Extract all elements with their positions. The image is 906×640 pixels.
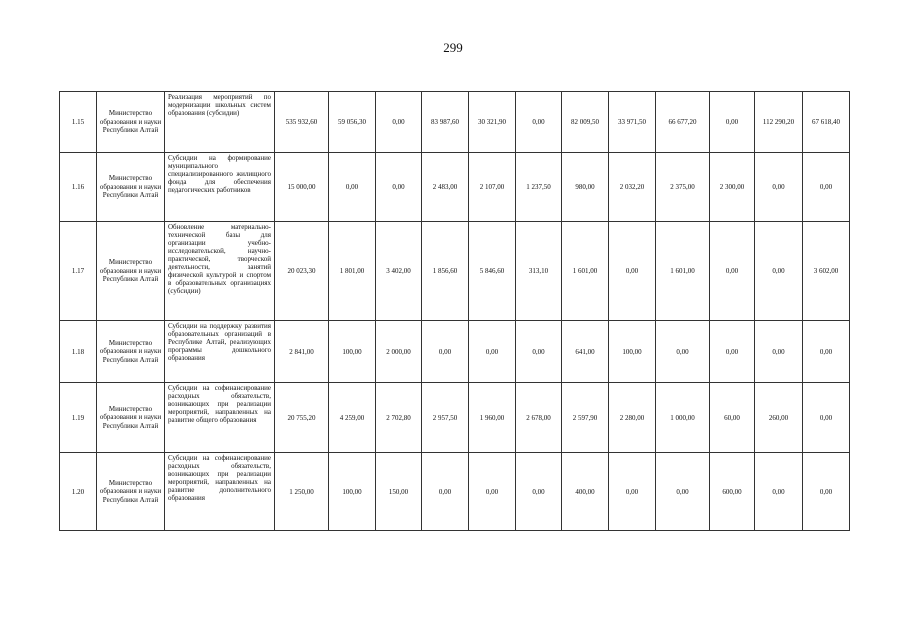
value-cell: 66 677,20 [656, 92, 710, 153]
value-cell: 0,00 [803, 383, 850, 453]
value-cell: 1 237,50 [516, 153, 562, 222]
value-cell: 0,00 [516, 321, 562, 383]
ministry-cell: Министерство образования и науки Республики Алтай [97, 222, 165, 321]
value-cell: 1 601,00 [562, 222, 609, 321]
value-cell: 2 280,00 [609, 383, 656, 453]
value-cell: 83 987,60 [422, 92, 469, 153]
ministry-cell: Министерство образования и науки Республики Алтай [97, 383, 165, 453]
value-cell: 0,00 [516, 453, 562, 531]
page-number: 299 [443, 40, 463, 55]
value-cell: 60,00 [710, 383, 755, 453]
value-cell: 1 856,60 [422, 222, 469, 321]
row-number: 1.19 [60, 383, 97, 453]
value-cell: 82 009,50 [562, 92, 609, 153]
value-cell: 30 321,90 [469, 92, 516, 153]
value-cell: 59 056,30 [329, 92, 376, 153]
value-cell: 2 375,00 [656, 153, 710, 222]
value-cell: 100,00 [329, 321, 376, 383]
table-row [60, 321, 850, 383]
value-cell: 2 597,90 [562, 383, 609, 453]
value-cell: 0,00 [609, 222, 656, 321]
value-cell: 112 290,20 [755, 92, 803, 153]
value-cell: 15 000,00 [275, 153, 329, 222]
ministry-cell: Министерство образования и науки Республики Алтай [97, 453, 165, 531]
description-cell: Субсидии на поддержку развития образовательных организаций в Республике Алтай, реализующих программы дошкольного образования [165, 321, 275, 383]
value-cell: 20 755,20 [275, 383, 329, 453]
row-number: 1.18 [60, 321, 97, 383]
value-cell: 0,00 [755, 222, 803, 321]
value-cell: 400,00 [562, 453, 609, 531]
value-cell: 1 000,00 [656, 383, 710, 453]
description-cell: Субсидии на софинансирование расходных обязательств, возникающих при реализации мероприятий, направленных на развитие общего образования [165, 383, 275, 453]
value-cell: 1 960,00 [469, 383, 516, 453]
value-cell: 1 250,00 [275, 453, 329, 531]
value-cell: 2 032,20 [609, 153, 656, 222]
value-cell: 0,00 [755, 321, 803, 383]
value-cell: 2 841,00 [275, 321, 329, 383]
value-cell: 0,00 [755, 453, 803, 531]
value-cell: 5 846,60 [469, 222, 516, 321]
value-cell: 0,00 [710, 321, 755, 383]
table-row [60, 92, 850, 153]
table-row [60, 383, 850, 453]
table-row [60, 453, 850, 531]
value-cell: 0,00 [469, 321, 516, 383]
row-number: 1.15 [60, 92, 97, 153]
value-cell: 0,00 [710, 222, 755, 321]
budget-table [59, 91, 850, 531]
value-cell: 0,00 [755, 153, 803, 222]
value-cell: 0,00 [803, 321, 850, 383]
value-cell: 0,00 [422, 321, 469, 383]
row-number: 1.20 [60, 453, 97, 531]
value-cell: 0,00 [656, 453, 710, 531]
ministry-cell: Министерство образования и науки Республики Алтай [97, 92, 165, 153]
value-cell: 100,00 [329, 453, 376, 531]
value-cell: 0,00 [376, 153, 422, 222]
table-row [60, 153, 850, 222]
value-cell: 0,00 [710, 92, 755, 153]
ministry-cell: Министерство образования и науки Республики Алтай [97, 321, 165, 383]
value-cell: 313,10 [516, 222, 562, 321]
value-cell: 20 023,30 [275, 222, 329, 321]
value-cell: 0,00 [329, 153, 376, 222]
value-cell: 2 957,50 [422, 383, 469, 453]
value-cell: 150,00 [376, 453, 422, 531]
value-cell: 4 259,00 [329, 383, 376, 453]
value-cell: 33 971,50 [609, 92, 656, 153]
value-cell: 67 618,40 [803, 92, 850, 153]
value-cell: 2 300,00 [710, 153, 755, 222]
value-cell: 0,00 [656, 321, 710, 383]
value-cell: 260,00 [755, 383, 803, 453]
value-cell: 641,00 [562, 321, 609, 383]
description-cell: Субсидии на формирование муниципального специализированного жилищного фонда для обеспечения педагогических работников [165, 153, 275, 222]
row-number: 1.17 [60, 222, 97, 321]
description-cell: Обновление материально-технической базы для организации учебно-исследовательской, научно-практической, творческой деятельности, занятий физической культурой и спортом в образовательных организациях (субсидии) [165, 222, 275, 321]
value-cell: 0,00 [422, 453, 469, 531]
value-cell: 2 702,80 [376, 383, 422, 453]
value-cell: 0,00 [376, 92, 422, 153]
value-cell: 3 602,00 [803, 222, 850, 321]
value-cell: 2 483,00 [422, 153, 469, 222]
table-row [60, 222, 850, 321]
value-cell: 2 000,00 [376, 321, 422, 383]
description-cell: Реализация мероприятий по модернизации школьных систем образования (субсидии) [165, 92, 275, 153]
value-cell: 600,00 [710, 453, 755, 531]
value-cell: 1 801,00 [329, 222, 376, 321]
description-cell: Субсидии на софинансирование расходных обязательств, возникающих при реализации мероприятий, направленных на развитие дополнительного образования [165, 453, 275, 531]
value-cell: 0,00 [516, 92, 562, 153]
value-cell: 3 402,00 [376, 222, 422, 321]
table-body [60, 92, 850, 531]
value-cell: 535 932,60 [275, 92, 329, 153]
value-cell: 0,00 [803, 453, 850, 531]
row-number: 1.16 [60, 153, 97, 222]
value-cell: 0,00 [469, 453, 516, 531]
value-cell: 0,00 [803, 153, 850, 222]
value-cell: 0,00 [609, 453, 656, 531]
ministry-cell: Министерство образования и науки Республики Алтай [97, 153, 165, 222]
value-cell: 2 678,00 [516, 383, 562, 453]
value-cell: 100,00 [609, 321, 656, 383]
value-cell: 1 601,00 [656, 222, 710, 321]
value-cell: 2 107,00 [469, 153, 516, 222]
value-cell: 980,00 [562, 153, 609, 222]
